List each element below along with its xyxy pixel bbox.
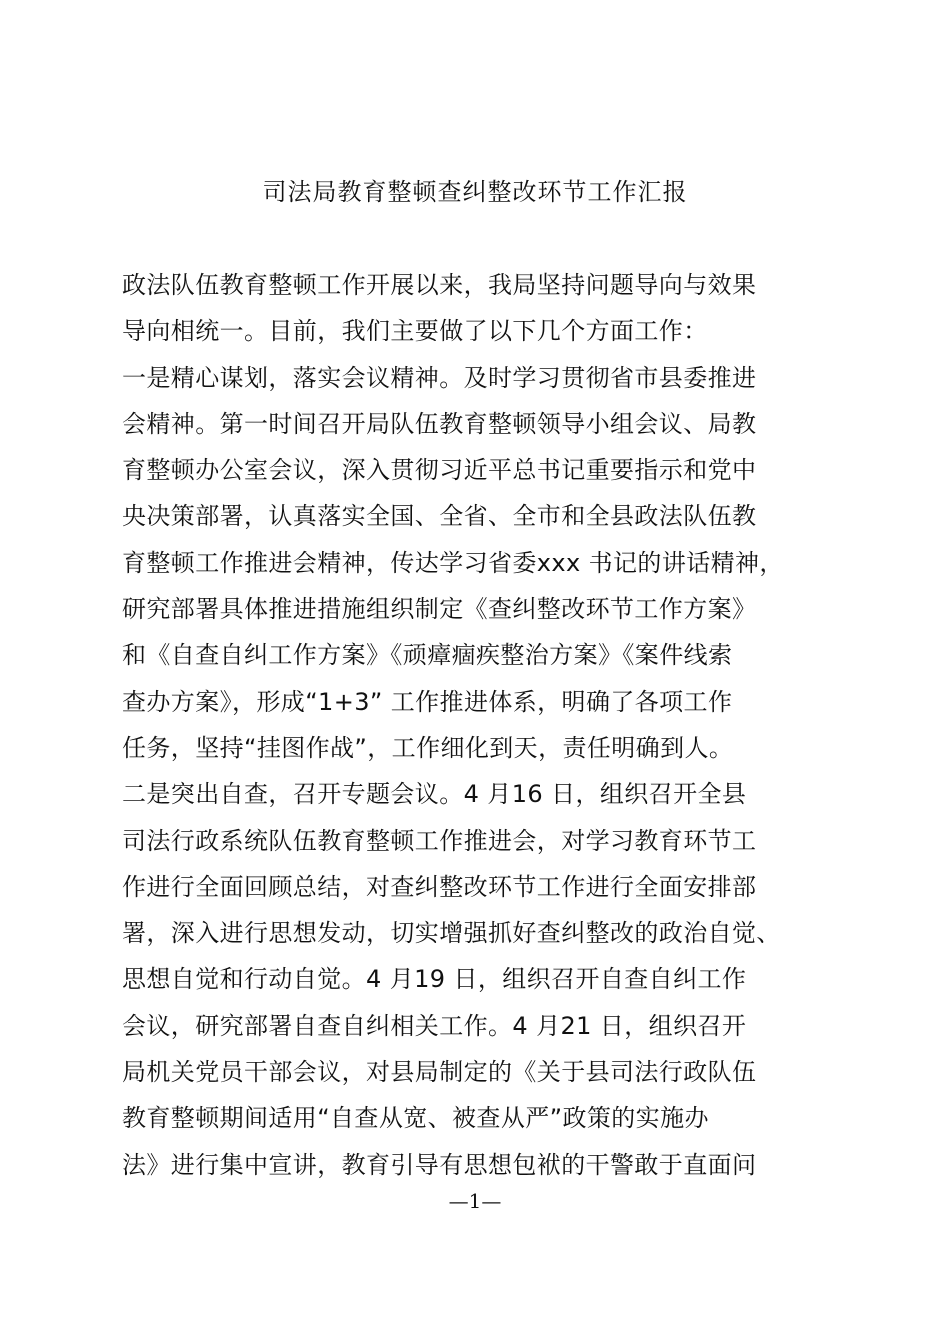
body-line: 和《自查自纠工作方案》《顽瘴痼疾整治方案》《案件线索 <box>122 641 733 670</box>
body-line: 署，深入进行思想发动，切实增强抓好查纠整改的政治自觉、 <box>122 919 781 948</box>
body-line: 任务，坚持“挂图作战”，工作细化到天，责任明确到人。 <box>122 733 734 762</box>
body-line: 研究部署具体推进措施组织制定《查纠整改环节工作方案》 <box>122 595 757 624</box>
body-line: 育整顿办公室会议，深入贯彻习近平总书记重要指示和党中 <box>122 456 757 485</box>
body-line: 央决策部署，认真落实全国、全省、全市和全县政法队伍教 <box>122 502 757 531</box>
body-line: 一是精心谋划，落实会议精神。及时学习贯彻省市县委推进 <box>122 363 757 392</box>
document-body <box>122 262 834 1188</box>
body-line: 二是突出自查，召开专题会议。4 月16 日，组织召开全县 <box>122 780 747 809</box>
body-line: 政法队伍教育整顿工作开展以来，我局坚持问题导向与效果 <box>122 271 757 299</box>
body-line: 法》进行集中宣讲，教育引导有思想包袱的干警敢于直面问 <box>122 1150 757 1179</box>
body-line: 导向相统一。目前，我们主要做了以下几个方面工作： <box>122 317 708 346</box>
body-line: 局机关党员干部会议，对县局制定的《关于县司法行政队伍 <box>122 1058 757 1087</box>
body-line: 思想自觉和行动自觉。4 月19 日，组织召开自查自纠工作 <box>122 965 747 994</box>
body-line: 会议，研究部署自查自纠相关工作。4 月21 日，组织召开 <box>122 1011 747 1040</box>
body-line: 作进行全面回顾总结，对查纠整改环节工作进行全面安排部 <box>122 872 757 901</box>
body-line: 教育整顿期间适用“自查从宽、被查从严”政策的实施办 <box>122 1104 709 1133</box>
page-number: —1— <box>448 1189 502 1213</box>
body-line: 育整顿工作推进会精神，传达学习省委xxx 书记的讲话精神， <box>122 548 784 577</box>
body-line: 司法行政系统队伍教育整顿工作推进会，对学习教育环节工 <box>122 826 757 855</box>
document-title: 司法局教育整顿查纠整改环节工作汇报 <box>262 178 688 206</box>
body-line: 会精神。第一时间召开局队伍教育整顿领导小组会议、局教 <box>122 409 757 438</box>
body-line: 查办方案》，形成“1+3” 工作推进体系，明确了各项工作 <box>122 687 733 716</box>
